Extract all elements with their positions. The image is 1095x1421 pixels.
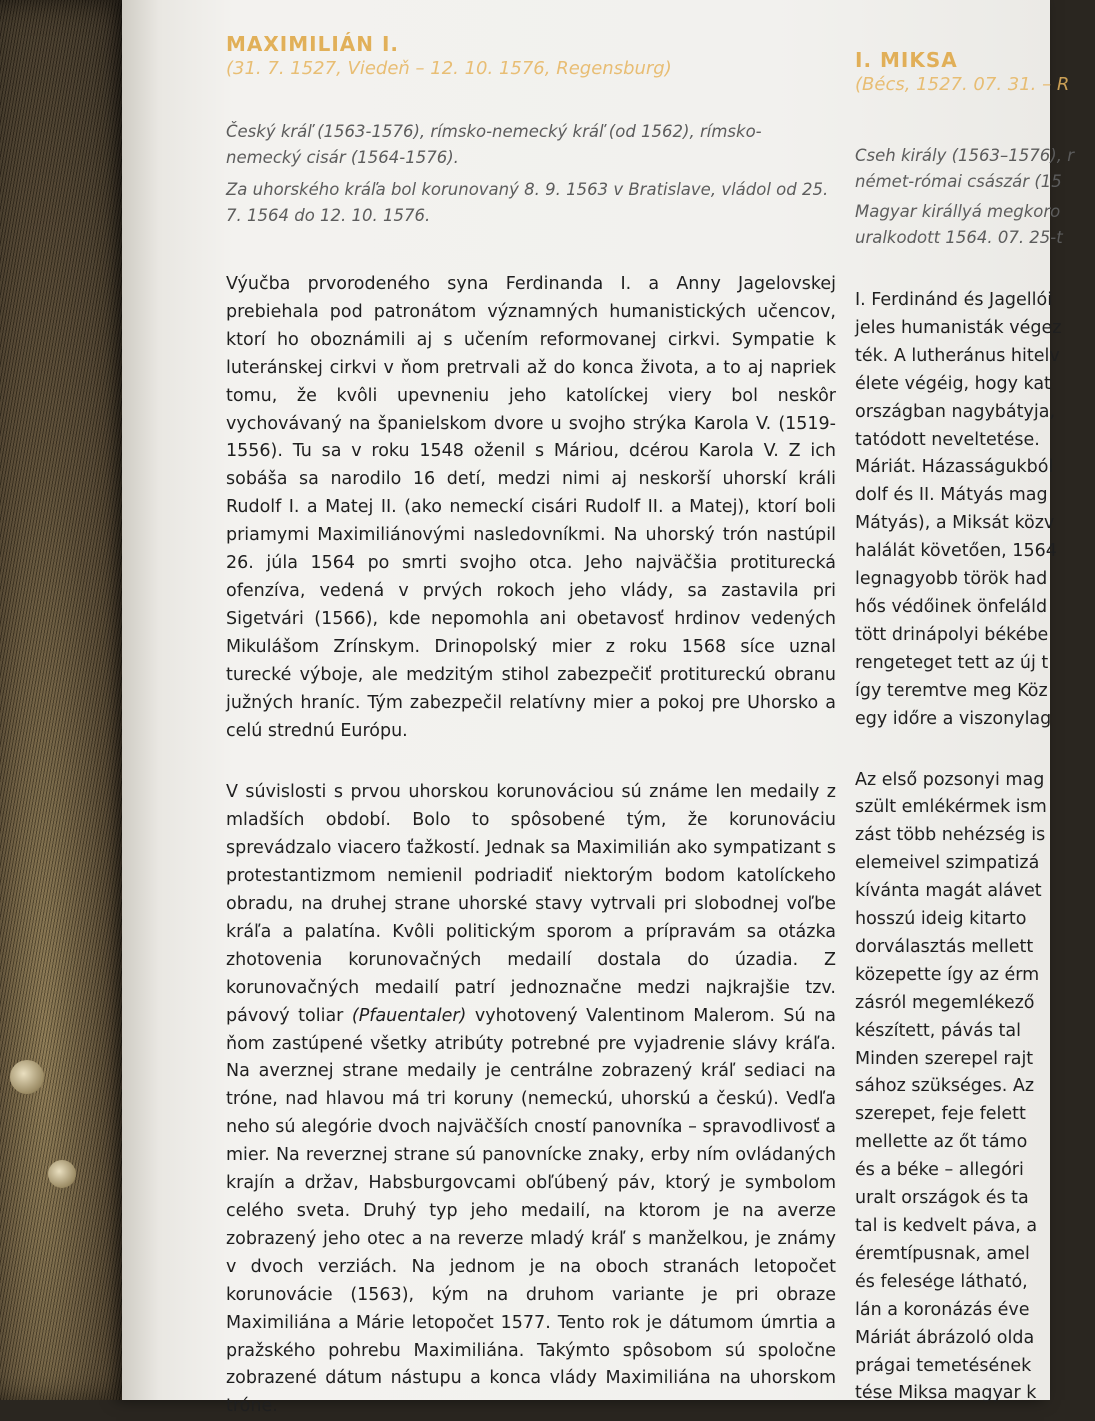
ruler-titles-hu: Cseh király (1563–1576), r német-római császár (15 — [855, 146, 1074, 191]
ruler-dates-hu: (Bécs, 1527. 07. 31. – R — [855, 74, 1070, 95]
medals-paragraph-hu: Az első pozsonyi mag szült emlékérmek ism zást több nehézség is elemeivel szimpatizá kívánta magát alávet hosszú ideig kitarto dorválasztás mellett közepette így az érm zásról megemlékező készített, pávás tal Minden szerepel rajt sához szükséges. Az szerepet, feje felett mellette az őt támo és a béke – allegóri uralt országok és ta tal is kedvelt páva, a éremtípusnak, amel és felesége látható, lán a koronázás éve Máriát ábrázoló olda prágai temetésének tése Miksa magyar k — [855, 769, 1047, 1404]
ruler-dates: (31. 7. 1527, Viedeň – 12. 10. 1576, Regensburg) — [226, 58, 672, 79]
hungarian-column — [855, 48, 1095, 1408]
ornament-pumpkin — [48, 1160, 76, 1188]
biography-paragraph: Výučba prvorodeného syna Ferdinanda I. a Anny Jagelovskej prebiehala pod patronátom významných humanistických učencov, ktorí ho oboznámili aj s učením reformovanej cirkvi. Sympatie k luteránskej cirkvi v ňom pretrvali až do konca života, a to aj napriek tomu, že kvôli upevneniu jeho katolíckej viery bol neskôr vychovávaný na španielskom dvore u svojho strýka Karola V. (1519-1556). Tu sa v roku 1548 oženil s Máriou, dcérou Karola V. Z ich sobáša sa narodilo 16 detí, medzi nimi aj neskorší uhorskí králi Rudolf I. a Matej II. (ako nemeckí cisári Rudolf II. a Matej), ktorí boli priamymi Maximiliánovými nasledovníkmi. Na uhorský trón nastúpil 26. júla 1564 po smrti svojho otca. Jeho najväčšia protiturecká ofenzíva, vedená v prvých rokoch jeho vlády, sa zastavila pri Sigetvári (1566), kde nepomohla ani obetavosť hrdinov vedených Mikulášom Zrínskym. Drinopolský mier z roku 1568 síce uznal turecké výboje, ale medzitým stihol zabezpečiť protitureckú obranu južných hraníc. Tým zabezpečil relatívny mier a pokoj pre Uhorsko a celú strednú Európu. — [226, 274, 836, 741]
book-page — [122, 0, 1074, 1417]
ornament-medallion — [10, 1060, 44, 1094]
biography-paragraph-hu: I. Ferdinánd és Jagellói jeles humanisták végez ték. A lutheránus hitelv élete végéig, hogy kat országban nagybátyja, tatódott neveltetése. Máriát. Házasságukból dolf és II. Mátyás mag Mátyás), a Miksát közv halálát követően, 1564 legnagyobb török had hős védőinek önfeláld tött drinápolyi békébe rengeteget tett az új t így teremtve meg Köz egy időre a viszonylag — [855, 290, 1062, 729]
ruler-title-hu: I. MIKSA — [855, 48, 958, 72]
ruler-title: MAXIMILIÁN I. — [226, 32, 399, 56]
medals-paragraph: V súvislosti s prvou uhorskou korunováciou sú známe len medaily z mladších období. Bolo to spôsobené tým, že korunováciu sprevádzalo viacero ťažkostí. Jednak sa Maximilián ako sympatizant s protestantizmom nemienil podriadiť niektorým bodom katolíckeho obradu, na druhej strane uhorské stavy vytrvali pri slobodnej voľbe kráľa a palatína. Kvôli politickým sporom a prípravám sa otázka zhotovenia korunovačných medailí dostala do úzadia. Z korunovačných medailí patrí jednoznačne medzi najkrajšie tzv. pávový toliar (Pfauentaler) vyhotovený Valentinom Malerom. Sú na ňom zastúpené všetky atribúty potrebné pre vyjadrenie slávy kráľa. Na averznej strane medaily je centrálne zobrazený kráľ sediaci na tróne, nad hlavou má tri koruny (nemeckú, uhorskú a českú). Vedľa neho sú alegórie dvoch najväčších cností panovníka – spravodlivosť a mier. Na reverznej strane sú panovnícke znaky, erby ním ovládaných krajín a držav, Habsburgovcami obľúbený páv, ktorý je symbolom celého sveta. Druhý typ jeho medailí, na ktorom je na averze zobrazený jeho otec a na reverze mladý kráľ s manželkou, je známy v dvoch verziách. Na jednom je na oboch stranách letopočet korunovácie (1563), kým na druhom variante je pri obraze Maximiliána a Márie letopočet 1577. Tento rok je dátumom úmrtia a pražského pohrebu Maximiliána. Takýmto spôsobom sú spoločne zobrazené dátum nástupu a konca vlády Maximiliána na uhorskom tróne. — [226, 782, 836, 1417]
ruler-titles: Český kráľ (1563-1576), rímsko-nemecký kráľ (od 1562), rímsko-nemecký cisár (1564-1576). — [226, 122, 762, 167]
ruler-coronation: Za uhorského kráľa bol korunovaný 8. 9. 1563 v Bratislave, vládol od 25. 7. 1564 do 12. 10. 1576. — [226, 180, 829, 225]
ruler-coronation-hu: Magyar királlyá megkoro uralkodott 1564. 07. 25-t — [855, 202, 1063, 247]
slovak-column — [226, 32, 836, 1421]
